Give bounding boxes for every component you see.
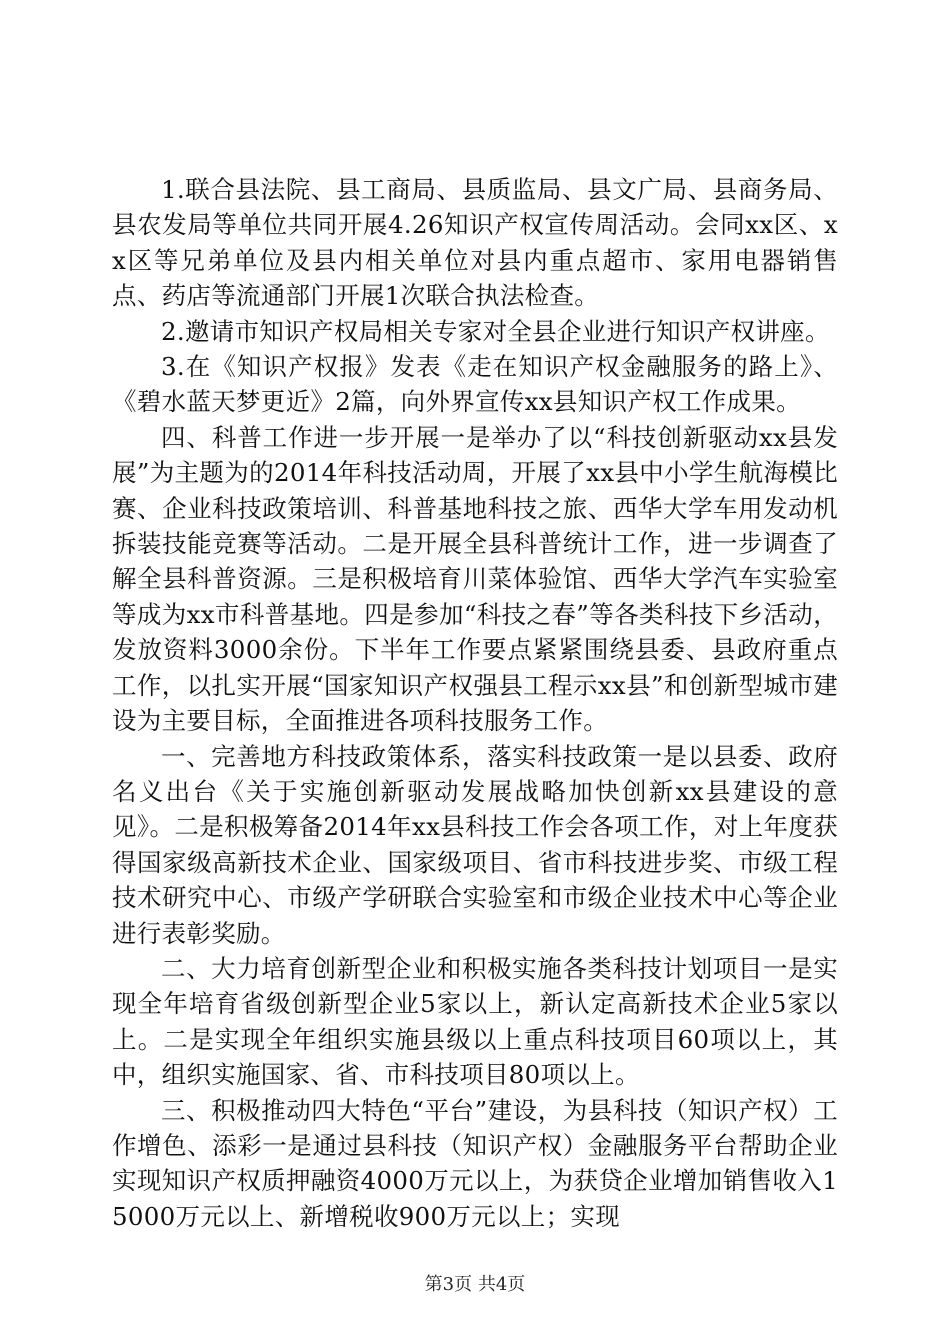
paragraph-publications: 3.在《知识产权报》发表《走在知识产权金融服务的路上》、《碧水蓝天梦更近》2篇，向外界宣传xx县知识产权工作成果。 xyxy=(112,352,838,417)
paragraph-publicity-week: 1.联合县法院、县工商局、县质监局、县文广局、县商务局、县农发局等单位共同开展4.26知识产权宣传周活动。会同xx区、xx区等兄弟单位及县内相关单位对县内重点超市、家用电器销售点、药店等流通部门开展1次联合执法检查。 xyxy=(112,175,838,311)
paragraph-innovative-enterprises: 二、大力培育创新型企业和积极实施各类科技计划项目一是实现全年培育省级创新型企业5家以上，新认定高新技术企业5家以上。二是实现全年组织实施县级以上重点科技项目60项以上，其中，组织实施国家、省、市科技项目80项以上。 xyxy=(112,953,838,1090)
page-number-footer: 第3页 共4页 xyxy=(424,1274,526,1295)
paragraph-expert-lecture: 2.邀请市知识产权局相关专家对全县企业进行知识产权讲座。 xyxy=(161,316,830,346)
paragraph-platform-construction: 三、积极推动四大特色“平台”建设，为县科技（知识产权）工作增色、添彩一是通过县科技（知识产权）金融服务平台帮助企业实现知识产权质押融资4000万元以上，为获贷企业增加销售收入15000万元以上、新增税收900万元以上；实现 xyxy=(112,1095,838,1231)
paragraph-science-popularization: 四、科普工作进一步开展一是举办了以“科技创新驱动xx县发展”为主题为的2014年科技活动周，开展了xx县中小学生航海模比赛、企业科技政策培训、科普基地科技之旅、西华大学车用发动机拆装技能竞赛等活动。二是开展全县科普统计工作，进一步调查了解全县科普资源。三是积极培育川菜体验馆、西华大学汽车实验室等成为xx市科普基地。四是参加“科技之春”等各类科技下乡活动，发放资料3000余份。下半年工作要点紧紧围绕县委、县政府重点工作，以扎实开展“国家知识产权强县工程示xx县”和创新型城市建设为主要目标，全面推进各项科技服务工作。 xyxy=(112,422,838,736)
paragraph-policy-system: 一、完善地方科技政策体系，落实科技政策一是以县委、政府名义出台《关于实施创新驱动发展战略加快创新xx县建设的意见》。二是积极筹备2014年xx县科技工作会各项工作，对上年度获得国家级高新技术企业、国家级项目、省市科技进步奖、市级工程技术研究中心、市级产学研联合实验室和市级企业技术中心等企业进行表彰奖励。 xyxy=(112,741,838,948)
document-body xyxy=(112,172,838,1234)
